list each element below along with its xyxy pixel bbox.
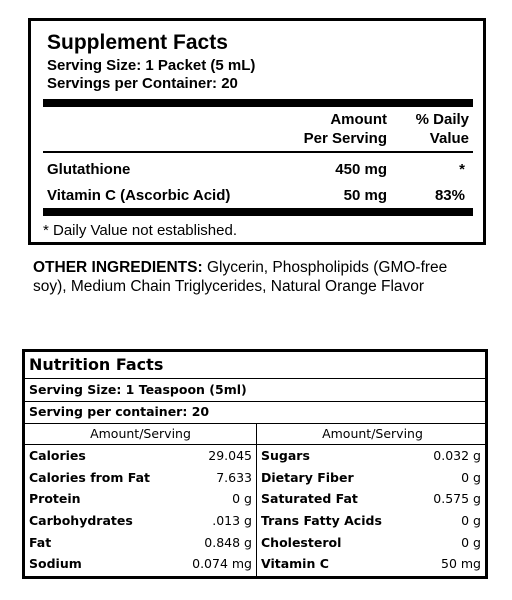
nutrient-row: [257, 488, 485, 509]
serving-size: Serving Size: 1 Teaspoon (5ml): [29, 382, 247, 397]
nutrient-name: Fat: [29, 535, 52, 550]
amount-serving-header-right: Amount/Serving: [322, 426, 423, 441]
nutrient-value: 0 g: [461, 513, 481, 528]
other-ingredients-text: Glycerin, Phospholipids (GMO-free soy), Medium Chain Triglycerides, Natural Orange Flavor: [33, 259, 448, 295]
amount-per-serving-header: [271, 110, 387, 148]
supplement-facts-title: Supplement Facts: [47, 31, 228, 54]
row-divider: [25, 378, 485, 379]
nutrient-name: Protein: [29, 491, 81, 506]
nutrient-value: 50 mg: [441, 556, 481, 571]
nutrient-value: 7.633: [216, 470, 252, 485]
nutrient-name: Vitamin C: [261, 556, 329, 571]
nutrient-row: [25, 532, 256, 553]
nutrient-row: [257, 510, 485, 531]
row-divider: [25, 423, 485, 424]
nutrient-row: [25, 467, 256, 488]
dv-header-line2: Value: [429, 130, 469, 147]
nutrient-row: [25, 445, 256, 466]
nutrient-row: [257, 467, 485, 488]
nutrient-row: [25, 510, 256, 531]
nutrient-name: Carbohydrates: [29, 513, 133, 528]
supplement-facts-panel: [28, 18, 486, 245]
nutrition-facts-panel: [22, 349, 488, 579]
nutrient-value: 0 g: [232, 491, 252, 506]
nutrient-value: 0 g: [461, 470, 481, 485]
nutrient-amount: 450 mg: [335, 161, 387, 178]
nutrient-value: .013 g: [212, 513, 252, 528]
header-divider: [43, 151, 473, 153]
amount-header-line2: Per Serving: [303, 130, 387, 147]
nutrient-name: Trans Fatty Acids: [261, 513, 382, 528]
thick-divider: [43, 99, 473, 107]
other-ingredients: [33, 258, 473, 296]
nutrient-daily-value: 83%: [434, 187, 465, 204]
nutrient-amount: 50 mg: [343, 187, 387, 204]
servings-per-container: Servings per Container: 20: [47, 75, 238, 92]
nutrient-name: Cholesterol: [261, 535, 342, 550]
nutrient-row: [257, 532, 485, 553]
nutrient-daily-value: *: [459, 161, 465, 178]
nutrient-name: Sugars: [261, 448, 310, 463]
dv-header-line1: % Daily: [415, 111, 469, 128]
nutrient-value: 0 g: [461, 535, 481, 550]
nutrient-row: [25, 488, 256, 509]
nutrient-value: 0.032 g: [433, 448, 481, 463]
amount-header-line1: Amount: [330, 111, 387, 128]
other-ingredients-label: OTHER INGREDIENTS:: [33, 259, 203, 276]
nutrient-row: [25, 553, 256, 574]
serving-size: Serving Size: 1 Packet (5 mL): [47, 57, 256, 74]
nutrient-value: 0.074 mg: [192, 556, 252, 571]
nutrient-value: 29.045: [208, 448, 252, 463]
amount-serving-header-left: Amount/Serving: [90, 426, 191, 441]
nutrient-name: Dietary Fiber: [261, 470, 354, 485]
nutrient-name: Sodium: [29, 556, 82, 571]
nutrition-facts-title: Nutrition Facts: [29, 355, 164, 374]
daily-value-header: [395, 110, 469, 148]
nutrient-row: [257, 553, 485, 574]
nutrient-name: Glutathione: [47, 161, 131, 178]
nutrient-name: Vitamin C (Ascorbic Acid): [47, 187, 231, 204]
servings-per-container: Serving per container: 20: [29, 404, 210, 419]
nutrient-value: 0.575 g: [433, 491, 481, 506]
nutrient-name: Calories: [29, 448, 86, 463]
nutrient-name: Calories from Fat: [29, 470, 150, 485]
daily-value-footnote: * Daily Value not established.: [43, 222, 238, 239]
nutrient-row: [47, 159, 467, 181]
nutrient-value: 0.848 g: [204, 535, 252, 550]
row-divider: [25, 401, 485, 402]
nutrient-row: [47, 185, 467, 207]
nutrient-row: [257, 445, 485, 466]
thick-divider: [43, 208, 473, 216]
nutrient-name: Saturated Fat: [261, 491, 358, 506]
